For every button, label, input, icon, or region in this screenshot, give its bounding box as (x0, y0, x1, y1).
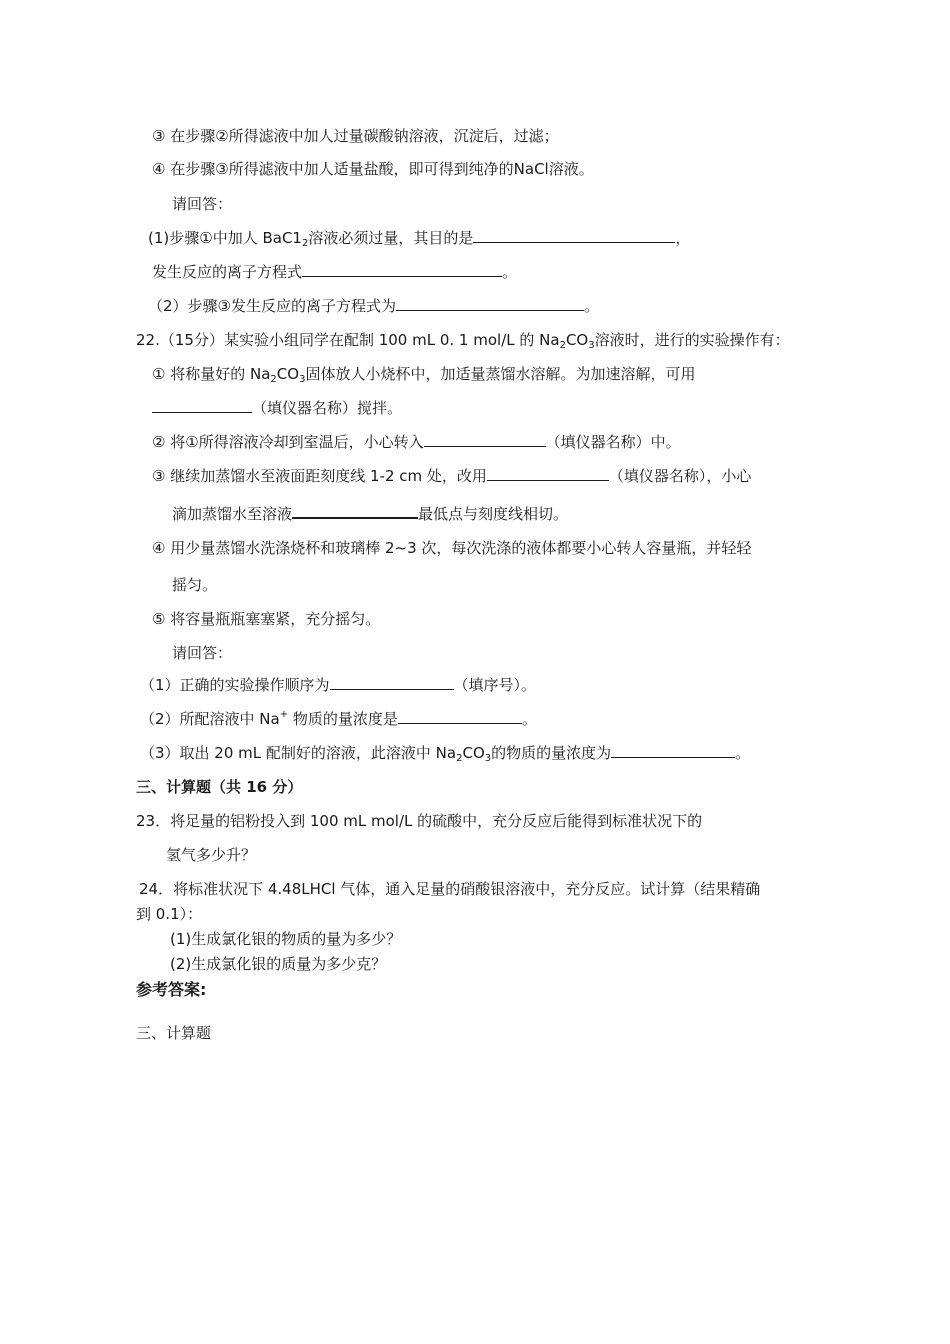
answer-blank[interactable] (611, 743, 735, 758)
answer-blank[interactable] (152, 398, 252, 413)
q22-step1-cont: （填仪器名称）搅拌。 (152, 398, 402, 418)
q22-step3-cont: 滴加蒸馏水至溶液 最低点与刻度线相切。 (172, 505, 569, 523)
q23-line1: 23．将足量的铝粉投入到 100 mL mol/L 的硫酸中，充分反应后能得到标准状况下的 (136, 812, 703, 830)
q22-answer2: （2）所配溶液中 Na+ 物质的量浓度是 。 (140, 709, 537, 728)
answer-blank[interactable] (330, 675, 454, 690)
q21-please-answer: 请回答： (172, 195, 233, 213)
answer-blank[interactable] (398, 709, 522, 724)
answer-blank[interactable] (424, 432, 546, 447)
answer-blank[interactable] (396, 296, 584, 311)
q22-step4-cont: 摇匀。 (172, 576, 218, 594)
q22-answer3: （3）取出 20 mL 配制好的溶液，此溶液中 $Na_2CO_3$的物质的量浓度为 。 (140, 744, 751, 764)
q22-please-answer: 请回答： (172, 644, 233, 662)
answer-blank[interactable] (473, 228, 675, 243)
q22-step1: ① 将称量好的 $Na_2CO_3$固体放人小烧杯中，加适量蒸馏水溶解。为加速溶解，可用 (152, 365, 696, 385)
q22-step3: ③ 继续加蒸馏水至液面距刻度线 1-2 cm 处，改用 （填仪器名称），小心 (152, 467, 752, 485)
q22-answer1: （1）正确的实验操作顺序为 （填序号）。 (140, 676, 537, 694)
q21-part1b: 发生反应的离子方程式 。 (152, 263, 518, 281)
answers-section: 三、计算题 (136, 1024, 212, 1042)
q24-sub2: (2)生成氯化银的质量为多少克？ (170, 955, 387, 973)
q24-sub1: (1)生成氯化银的物质的量为多少？ (170, 930, 402, 948)
q21-part2: （2）步骤③发生反应的离子方程式为 。 (148, 297, 600, 315)
q21-part1a: (1)步骤①中加人 $BaC1_2$溶液必须过量，其目的是 ， (148, 229, 691, 249)
q22-step4: ④ 用少量蒸馏水洗涤烧杯和玻璃棒 2~3 次，每次洗涤的液体都要小心转人容量瓶，并轻轻 (152, 539, 752, 557)
q22-step2: ② 将①所得溶液冷却到室温后，小心转入 （填仪器名称）中。 (152, 433, 681, 451)
answer-blank[interactable] (487, 466, 609, 481)
q21-step4: ④ 在步骤③所得滤液中加人适量盐酸，即可得到纯净的NaCl溶液。 (152, 160, 594, 178)
q21-step3: ③ 在步骤②所得滤液中加人过量碳酸钠溶液，沉淀后，过滤； (152, 127, 559, 145)
q24-line2: 到 0.1）： (136, 905, 203, 923)
q23-line2: 氢气多少升？ (166, 846, 257, 864)
answer-blank[interactable] (292, 503, 418, 519)
q24-line1: 24．将标准状况下 4.48LHCl 气体，通入足量的硝酸银溶液中，充分反应。试计算（结果精确 (139, 880, 761, 898)
answers-title: 参考答案: (136, 980, 207, 999)
answer-blank[interactable] (302, 262, 502, 277)
q22-heading: 22.（15分）某实验小组同学在配制 100 mL 0. 1 mol/L 的 $Na_2CO_3$溶液时，进行的实验操作有： (136, 331, 790, 351)
q22-step5: ⑤ 将容量瓶瓶塞塞紧，充分摇匀。 (152, 610, 381, 628)
section3-title: 三、计算题（共 16 分） (136, 778, 303, 796)
